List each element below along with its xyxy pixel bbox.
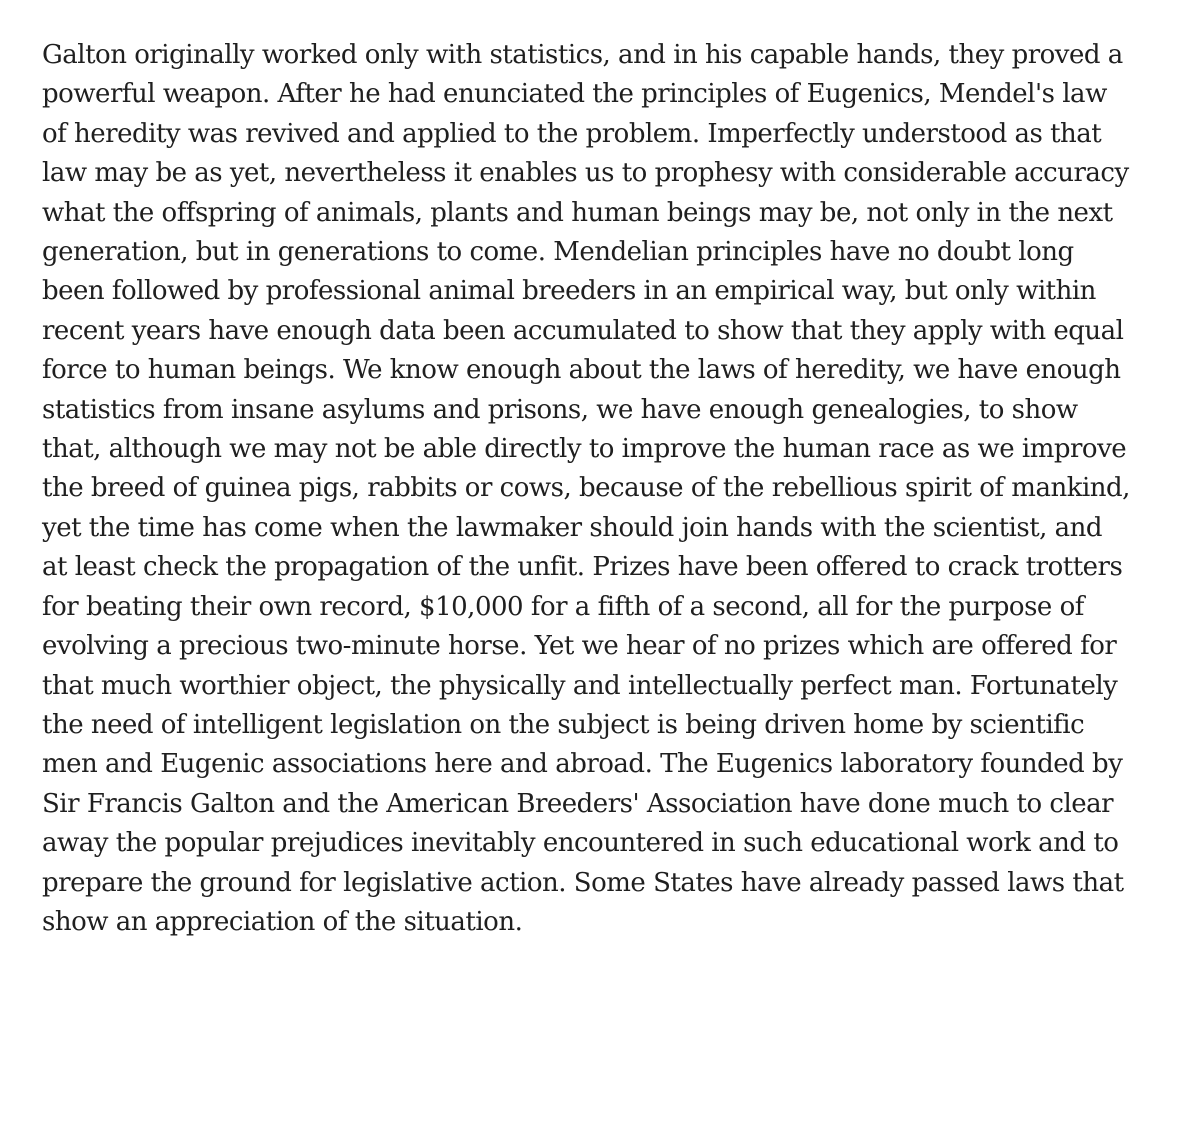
text-line: powerful weapon. After he had enunciated the principles of Eugenics, Mendel's law <box>42 79 1107 110</box>
text-line: away the popular prejudices inevitably encountered in such educational work and to <box>42 828 1119 859</box>
text-line: evolving a precious two-minute horse. Yet we hear of no prizes which are offered for <box>42 631 1117 662</box>
text-line: yet the time has come when the lawmaker should join hands with the scientist, and <box>42 512 1103 543</box>
text-line: prepare the ground for legislative action. Some States have already passed laws that <box>42 867 1124 898</box>
text-line: the breed of guinea pigs, rabbits or cows, because of the rebellious spirit of mankind, <box>42 473 1130 504</box>
text-line: of heredity was revived and applied to the problem. Imperfectly understood as that <box>42 118 1102 149</box>
text-line: law may be as yet, nevertheless it enables us to prophesy with considerable accuracy <box>42 158 1129 189</box>
text-line: that much worthier object, the physically and intellectually perfect man. Fortunately <box>42 670 1118 701</box>
text-line: Sir Francis Galton and the American Breeders' Association have done much to clear <box>42 788 1114 819</box>
text-line: force to human beings. We know enough about the laws of heredity, we have enough <box>42 355 1121 386</box>
body-paragraph <box>42 36 1182 942</box>
text-line: recent years have enough data been accumulated to show that they apply with equal <box>42 315 1124 346</box>
text-line: generation, but in generations to come. Mendelian principles have no doubt long <box>42 237 1074 268</box>
text-line: what the offspring of animals, plants and human beings may be, not only in the next <box>42 197 1113 228</box>
text-line: show an appreciation of the situation. <box>42 906 523 937</box>
text-line: at least check the propagation of the unfit. Prizes have been offered to crack trotters <box>42 552 1123 583</box>
text-line: Galton originally worked only with statistics, and in his capable hands, they proved a <box>42 40 1123 70</box>
text-line: statistics from insane asylums and prisons, we have enough genealogies, to show <box>42 394 1078 425</box>
text-line: for beating their own record, $10,000 for a fifth of a second, all for the purpose of <box>42 591 1084 622</box>
text-line: that, although we may not be able directly to improve the human race as we improve <box>42 434 1127 465</box>
document-page <box>42 36 1182 942</box>
text-line: been followed by professional animal breeders in an empirical way, but only within <box>42 276 1096 307</box>
text-line: men and Eugenic associations here and abroad. The Eugenics laboratory founded by <box>42 749 1123 780</box>
text-line: the need of intelligent legislation on the subject is being driven home by scientific <box>42 709 1085 740</box>
